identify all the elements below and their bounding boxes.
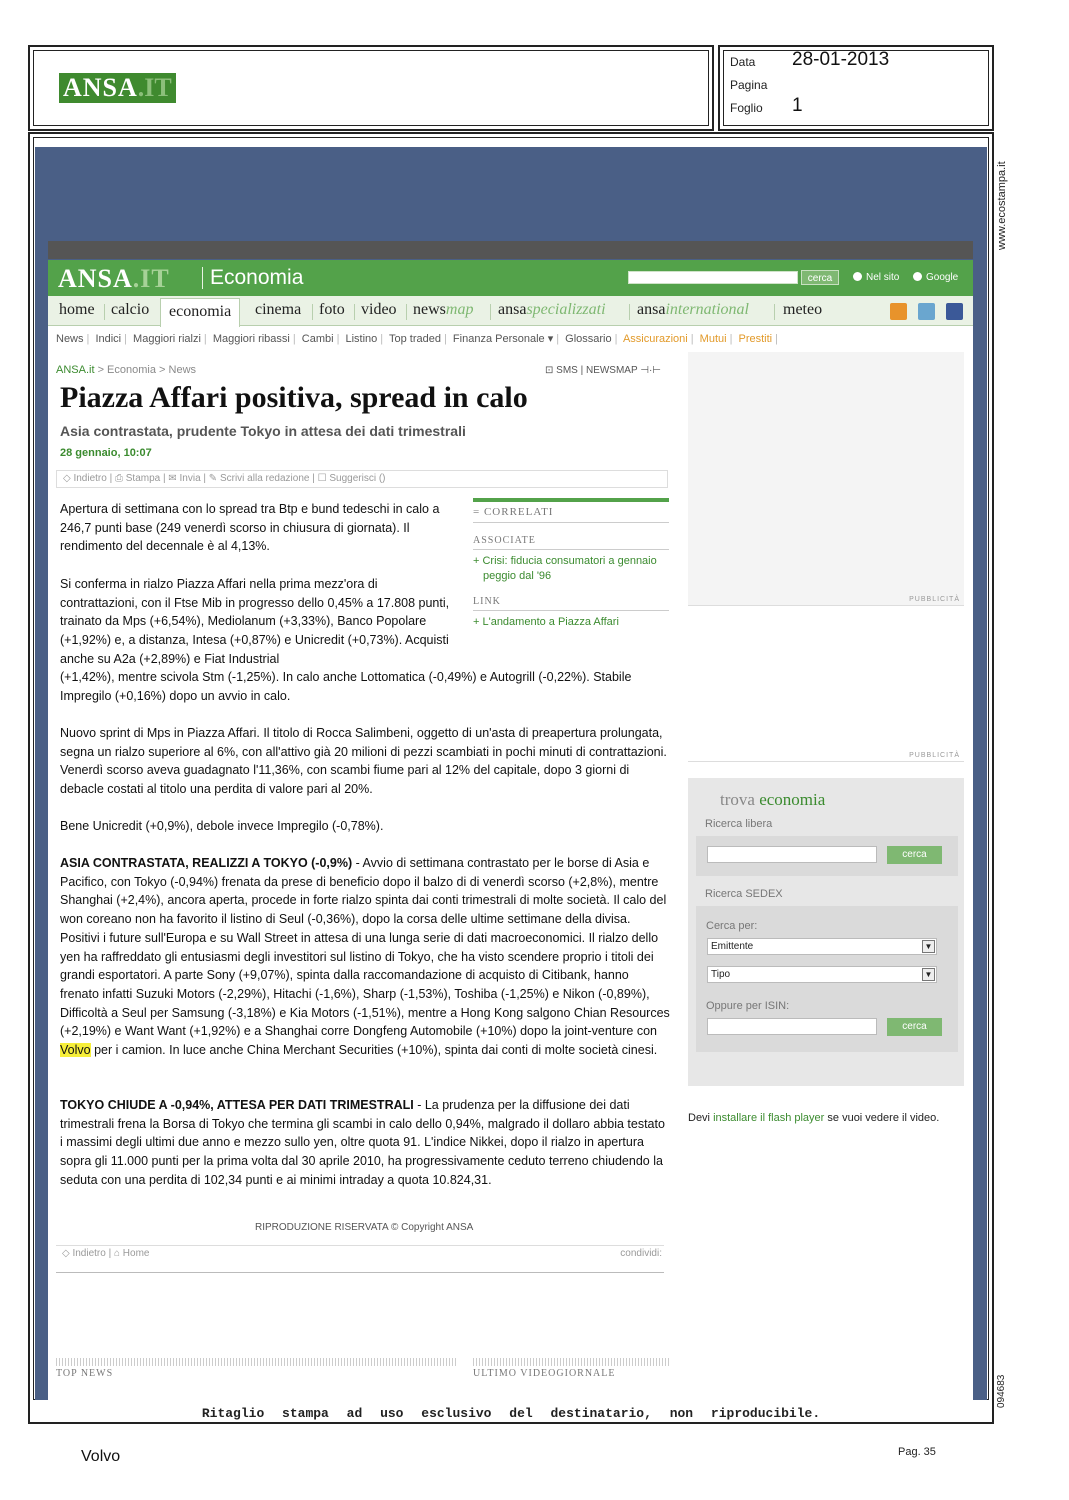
site-header [48,260,973,296]
emittente-select[interactable]: Emittente ▼ [707,938,937,955]
nav-newsmap[interactable]: newsmap [413,301,474,318]
pagina-label: Pagina [730,78,768,92]
site-search-input[interactable] [628,271,798,284]
breadcrumb-home[interactable]: ANSA.it [56,364,95,376]
foglio-value: 1 [792,95,803,116]
isin-label: Oppure per ISIN: [706,1000,790,1012]
article-date: 28 gennaio, 10:07 [60,447,152,459]
subnav-maggiori-ribassi[interactable]: Maggiori ribassi [212,333,290,345]
ad-label: PUBBLICITÀ [909,596,960,603]
subnav-assicurazioni[interactable]: Assicurazioni [622,333,688,345]
ad-label: PUBBLICITÀ [909,752,960,759]
nav-cinema[interactable]: cinema [255,301,302,318]
main-nav [48,296,973,326]
radio-google[interactable]: Google [913,272,958,283]
link-heading: LINK [473,596,669,611]
foglio-label: Foglio [730,101,763,115]
subnav-listino[interactable]: Listino [345,333,378,345]
paragraph-2a: Si conferma in rialzo Piazza Affari nella prima mezz'ora di contrattazioni, con il Ftse Mib in progresso dello 0,45% a 17.808 punti, trainato da Mps (+6,54%), Mediolanum (+3,33%), Banco Popolare (+1,92%) e, a distanza, Intesa (+0,87%) e Unicredit (+0,73%). Acquisti anche su A2a (+2,89%) e Fiat Industrial [60,577,450,666]
subnav-top-traded[interactable]: Top traded [389,333,441,345]
associate-heading: ASSOCIATE [473,535,669,550]
subnav-indici[interactable]: Indici [95,333,122,345]
trova-economia-box [688,778,964,1086]
subnav-prestiti[interactable]: Prestiti [738,333,773,345]
related-box [473,498,669,630]
install-flash-link[interactable]: installare il flash player [713,1112,825,1124]
ultimo-video-heading: ULTIMO VIDEOGIORNALE [473,1368,616,1379]
chevron-down-icon: ▼ [922,940,935,953]
nav-ansa-specializzati[interactable]: ansaspecializzati [498,301,606,318]
nav-meteo[interactable]: meteo [783,301,823,318]
paragraph-4: Bene Unicredit (+0,9%), debole invece Impregilo (-0,78%). [60,819,384,833]
twitter-icon[interactable] [918,303,935,320]
nav-calcio[interactable]: calcio [111,301,150,318]
isin-input[interactable] [707,1018,877,1035]
radio-icon [853,272,862,281]
rss-icon[interactable] [890,303,907,320]
ad-slot-1[interactable] [688,352,964,606]
clipping-header-meta [718,45,994,131]
share-link[interactable]: condividi: [620,1248,662,1259]
clipping-keyword: Volvo [81,1448,121,1465]
breadcrumb: ANSA.it > Economia > News [56,364,197,376]
sub-nav: News | Indici | Maggiori rialzi | Maggiori ribassi | Cambi | Listino | Top traded | Finanza Personale ▾ | Glossario | Assicurazioni | Mutui | Prestiti | [56,333,778,345]
related-heading: = CORRELATI [473,506,669,523]
paragraph-3: Nuovo sprint di Mps in Piazza Affari. Il titolo di Rocca Salimbeni, oggetto di un'asta di preapertura prolungata, segna un rialzo superiore al 6%, con all'attivo già 20 milioni di pezzi scambiati in pochi minuti di contrattazioni. Venerdì scorso aveva guadagnato l'11,36%, con scambi fiume pari al 12% del capitale, dopo 3 giorni di debacle costati al titolo una perdita di valore pari al 20%. [60,726,667,797]
related-link-piazza-affari[interactable]: + L'andamento a Piazza Affari [473,616,619,628]
section-title: Economia [210,266,304,289]
subnav-cambi[interactable]: Cambi [301,333,334,345]
ricerca-sedex-label: Ricerca SEDEX [705,888,783,900]
data-label: Data [730,55,756,69]
flash-player-note: Devi installare il flash player se vuoi vedere il video. [688,1112,940,1124]
webpage [48,260,973,1400]
tipo-select[interactable]: Tipo ▼ [707,966,937,983]
paragraph-2b: (+1,42%), mentre scivola Stm (-1,25%). In calo anche Lottomatica (-0,49%) e Autogrill (-0,22%). Stabile Impregilo (+0,16%) dopo un avvio in calo. [60,670,632,703]
article-bottom-toolbar [56,1245,664,1273]
paragraph-5: ASIA CONTRASTATA, REALIZZI A TOKYO (-0,9%) - Avvio di settimana contrastato per le borse di Asia e Pacifico, con Tokyo (-0,94%) frenata da prese di beneficio dopo il balzo di di venerdì scorso (+2,8%), mentre Shanghai (+2,4%), ancora aperta, procede in forte rialzo spinta dai conti trimestrali di molte società. Il calo del won coreano non ha favorito il listino di Seul (-0,36%), dopo la corsa delle ultime settimane della divisa. Positivi i future sull'Europa e su Wall Street in attesa di una lunga serie di dati macroeconomici. Il rialzo dello yen ha raffreddato gli entusiasmi degli investitori sul listino di Tokyo, che ha visto scendere proprio i titoli dei grandi esportatori. A parte Sony (+9,07%), spinta dalla raccomandazione di acquisto di Citibank, hanno frenato infatti Suzuki Motors (-2,29%), Hitachi (-1,6%), Sharp (-1,53%), Toshiba (-1,25%) e Nikon (-0,89%), Difficoltà a Seul per Samsung (-3,18%) e Kia Motors (-1,51%), mentre a Hong Kong salgono Chian Resources (+2,19%) e Want Want (+1,92%) e a Shanghai corre Dongfeng Automobile (+10%) dopo la joint-venture con Volvo per i camion. In luce anche China Merchant Securities (+10%), spinta dai conti di molte società cinesi. [60,856,670,1058]
site-search-button[interactable]: cerca [801,270,839,285]
trova-heading: trova economia [720,790,826,809]
subnav-maggiori-rialzi[interactable]: Maggiori rialzi [133,333,201,345]
article-title: Piazza Affari positiva, spread in calo [60,381,528,414]
clipping-header-source [28,45,714,131]
subnav-news[interactable]: News [56,333,84,345]
facebook-icon[interactable] [946,303,963,320]
isin-search-button[interactable]: cerca [887,1018,942,1036]
radio-icon [913,272,922,281]
keyword-highlight: Volvo [60,1043,91,1058]
nav-video[interactable]: video [361,301,397,318]
radio-nel-sito[interactable]: Nel sito [853,272,899,283]
side-code: 094683 [996,1374,1007,1408]
side-url: www.ecostampa.it [996,161,1008,250]
data-value: 28-01-2013 [792,49,890,70]
nav-foto[interactable]: foto [319,301,345,318]
related-link-crisi[interactable]: + Crisi: fiducia consumatori a gennaio peggio dal '96 [473,555,657,582]
cerca-per-label: Cerca per: [706,920,758,932]
paragraph-6: TOKYO CHIUDE A -0,94%, ATTESA PER DATI TRIMESTRALI - La prudenza per la diffusione dei dati trimestrali frena la Borsa di Tokyo che termina gli scambi in calo dello 0,94%, malgrado il dollaro abbia testato i massimi degli ultimi due anno e mezzo sullo yen, oltre quota 91. L'indice Nikkei, dopo il rialzo in apertura sopra gli 11.000 punti per la prima volta dal 30 aprile 2010, ha progressivamente ceduto terreno chiudendo la seduta con una perdita di 102,34 punti e ai minimi intraday a quota 10.824,31. [60,1098,665,1187]
nav-home[interactable]: home [59,301,95,318]
site-logo[interactable]: ANSA.IT [58,264,170,293]
ricerca-libera-button[interactable]: cerca [887,846,942,864]
ricerca-libera-input[interactable] [707,846,877,863]
chevron-down-icon: ▼ [922,968,935,981]
article-toolbar[interactable]: ◇ Indietro | ⎙ Stampa | ✉ Invia | ✎ Scrivi alla redazione | ☐ Suggerisci () [56,470,668,488]
ricerca-libera-label: Ricerca libera [705,818,773,830]
back-home-links[interactable]: ◇ Indietro | ⌂ Home [62,1248,150,1259]
nav-economia[interactable]: economia [160,298,240,327]
clipping-ansa-logo: ANSA .IT [59,73,176,103]
page-number: Pag. 35 [898,1446,936,1458]
subnav-finanza-personale[interactable]: Finanza Personale ▾ [452,333,554,345]
paragraph-1: Apertura di settimana con lo spread tra Btp e bund tedeschi in calo a 246,7 punti base (249 venerdì scorso in chiusura di giornata). Il rendimento del decennale è al 4,13%. [60,502,440,554]
webpage-screenshot [35,147,987,1400]
sms-newsmap-links[interactable]: ⊡ SMS | NEWSMAP ⊣·⊢ [545,365,662,376]
subnav-mutui[interactable]: Mutui [699,333,727,345]
footer-note: Ritaglio stampa ad uso esclusivo del destinatario, non riproducibile. [201,1406,821,1421]
copyright-note: RIPRODUZIONE RISERVATA © Copyright ANSA [255,1222,474,1233]
top-news-heading: TOP NEWS [56,1368,114,1379]
ad-slot-2[interactable] [688,610,964,762]
subnav-glossario[interactable]: Glossario [565,333,612,345]
article-subtitle: Asia contrastata, prudente Tokyo in attesa dei dati trimestrali [60,423,466,439]
nav-ansa-international[interactable]: ansainternational [637,301,749,318]
